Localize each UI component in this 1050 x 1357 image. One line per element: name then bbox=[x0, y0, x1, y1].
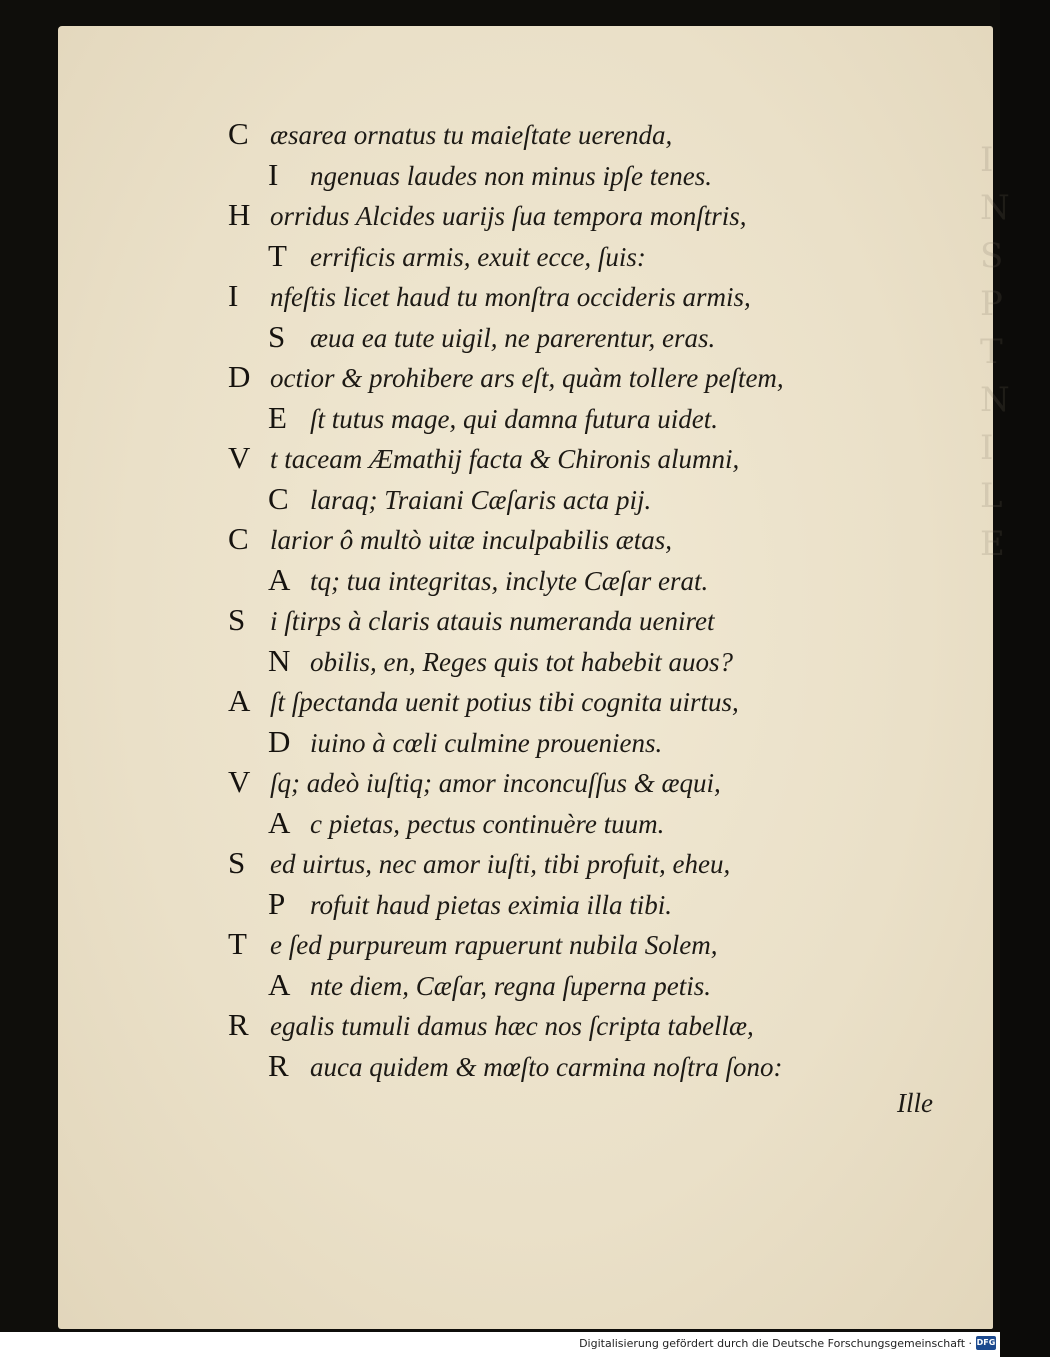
verse-text: errificis armis, exuit ecce, ſuis: bbox=[310, 241, 646, 272]
verse-text: e ſed purpureum rapuerunt nubila Solem, bbox=[270, 930, 718, 960]
verse-line bbox=[228, 602, 715, 638]
verse-text: octior & prohibere ars eſt, quàm tollere peſtem, bbox=[270, 363, 784, 393]
verse-line bbox=[268, 643, 733, 679]
initial-capital: A bbox=[228, 683, 251, 718]
verse-text: obilis, en, Reges quis tot habebit auos? bbox=[310, 646, 733, 677]
verse-line bbox=[228, 278, 751, 314]
verse-line bbox=[228, 521, 672, 557]
verse-line bbox=[228, 845, 730, 881]
verse-text: i ſtirps à claris atauis numeranda ueniret bbox=[270, 606, 715, 636]
initial-capital: S bbox=[268, 318, 286, 354]
initial-capital: P bbox=[268, 885, 286, 921]
initial-capital: S bbox=[228, 602, 246, 637]
verse-text: auca quidem & mœſto carmina noſtra ſono: bbox=[310, 1051, 783, 1082]
initial-capital: T bbox=[268, 237, 287, 273]
initial-capital: E bbox=[268, 399, 287, 435]
verse-text: rofuit haud pietas eximia illa tibi. bbox=[310, 889, 672, 920]
show-through-text: I N S P T N I L E bbox=[980, 140, 1010, 564]
initial-capital: S bbox=[228, 845, 246, 880]
verse-line bbox=[268, 562, 708, 598]
verse-line bbox=[268, 481, 651, 517]
verse-line bbox=[268, 157, 712, 193]
verse-text: ſt ſpectanda uenit potius tibi cognita uirtus, bbox=[270, 687, 739, 717]
verse-line bbox=[268, 400, 718, 436]
catchword: Ille bbox=[897, 1088, 933, 1118]
initial-capital: H bbox=[228, 197, 251, 232]
verse-text: larior ô multò uitæ inculpabilis ætas, bbox=[270, 525, 673, 555]
verse-text: æua ea tute uigil, ne parerentur, eras. bbox=[310, 322, 716, 353]
verse-text: nte diem, Cæſar, regna ſuperna petis. bbox=[310, 970, 711, 1001]
verse-text: ed uirtus, nec amor iuſti, tibi profuit, eheu, bbox=[270, 849, 731, 879]
verse-text: ngenuas laudes non minus ipſe tenes. bbox=[310, 160, 712, 191]
verse-text: egalis tumuli damus hæc nos ſcripta tabellæ, bbox=[270, 1011, 754, 1041]
initial-capital: A bbox=[268, 561, 291, 597]
verse-text: tq; tua integritas, inclyte Cæſar erat. bbox=[310, 565, 709, 596]
initial-capital: N bbox=[268, 642, 291, 678]
verse-line bbox=[228, 1007, 754, 1043]
initial-capital: R bbox=[268, 1047, 289, 1083]
initial-capital: D bbox=[228, 359, 251, 394]
verse-line bbox=[228, 764, 721, 800]
verse-text: c pietas, pectus continuère tuum. bbox=[310, 808, 665, 839]
verse-line bbox=[228, 683, 739, 719]
initial-capital: R bbox=[228, 1007, 249, 1042]
verse-text: æsarea ornatus tu maieſtate uerenda, bbox=[270, 120, 673, 150]
dfg-logo: DFG bbox=[976, 1336, 996, 1350]
verse-line bbox=[268, 886, 672, 922]
verse-text: laraq; Traiani Cæſaris acta pij. bbox=[310, 484, 652, 515]
verse-line bbox=[228, 926, 717, 962]
footer-bar bbox=[0, 1332, 1000, 1357]
initial-capital: C bbox=[268, 480, 289, 516]
initial-capital: C bbox=[228, 521, 249, 556]
initial-capital: I bbox=[228, 278, 239, 313]
verse-line bbox=[268, 967, 711, 1003]
verse-line bbox=[268, 238, 646, 274]
verse-line bbox=[228, 197, 747, 233]
verse-line bbox=[268, 1048, 782, 1084]
verse-line bbox=[268, 319, 715, 355]
initial-capital: A bbox=[268, 804, 291, 840]
verse-line bbox=[268, 805, 664, 841]
funding-note: Digitalisierung gefördert durch die Deutsche Forschungsgemeinschaft · bbox=[579, 1337, 972, 1350]
initial-capital: I bbox=[268, 156, 279, 192]
verse-text: ſt tutus mage, qui damna futura uidet. bbox=[310, 403, 718, 434]
initial-capital: T bbox=[228, 926, 247, 961]
initial-capital: C bbox=[228, 116, 249, 151]
verse-line bbox=[268, 724, 662, 760]
initial-capital: V bbox=[228, 764, 251, 799]
initial-capital: V bbox=[228, 440, 251, 475]
verse-line bbox=[228, 116, 672, 152]
verse-text: orridus Alcides uarijs ſua tempora monſtris, bbox=[270, 201, 747, 231]
verse-line bbox=[228, 440, 739, 476]
verse-line bbox=[228, 359, 784, 395]
verse-text: nfeſtis licet haud tu monſtra occideris armis, bbox=[270, 282, 751, 312]
verse-text: ſq; adeò iuſtiq; amor inconcuſſus & æqui, bbox=[270, 768, 721, 798]
initial-capital: A bbox=[268, 966, 291, 1002]
verse-text: iuino à cœli culmine proueniens. bbox=[310, 727, 663, 758]
initial-capital: D bbox=[268, 723, 291, 759]
verse-text: t taceam Æmathij facta & Chironis alumni, bbox=[270, 444, 740, 474]
